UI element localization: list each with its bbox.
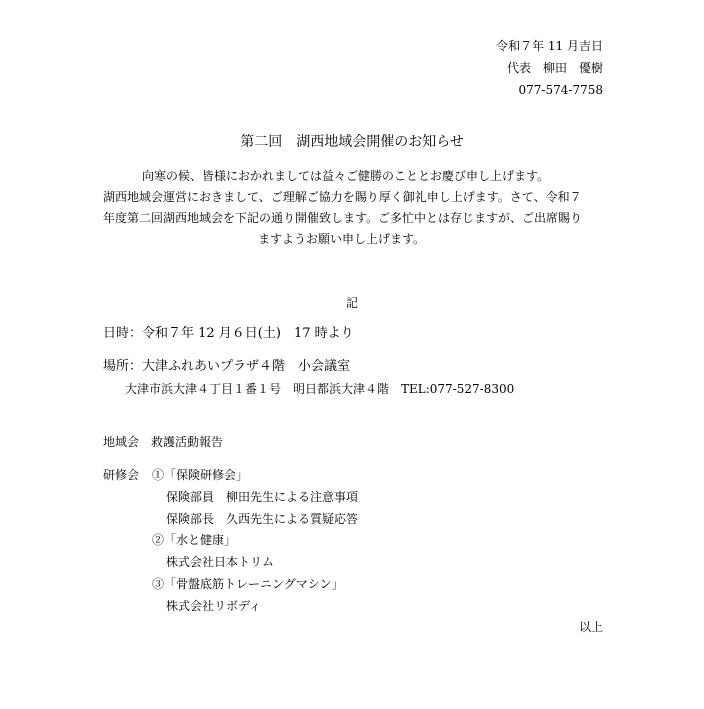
sender-name: 代表 柳田 優樹: [506, 61, 603, 75]
training-item-detail: 保険部員 柳田先生による注意事項: [166, 490, 359, 504]
training-item-title: ②「水と健康」: [152, 533, 237, 547]
event-address: 大津市浜大津４丁目１番１号 明日都浜大津４階 TEL:077-527-8300: [125, 382, 515, 396]
event-place: 場所：大津ふれあいプラザ４階 小会議室: [103, 359, 351, 374]
issue-date: 令和７年 11 月吉日: [496, 39, 603, 53]
training-item-detail: 株式会社日本トリム: [166, 555, 275, 569]
training-item-title: ①「保険研修会」: [152, 468, 249, 482]
training-item-title: ③「骨盤底筋トレーニングマシン」: [152, 577, 344, 591]
closing-mark: 以上: [578, 620, 603, 634]
training-item-detail: 株式会社リボディ: [166, 599, 262, 613]
training-label: 研修会: [103, 468, 140, 482]
greeting-line: 年度第二回湖西地域会を下記の通り開催致します。ご多忙中とは存じますが、ご出席賜り: [103, 211, 583, 225]
sender-phone: 077-574-7758: [518, 83, 603, 97]
greeting-line: 湖西地域会運営におきまして、ご理解ご協力を賜り厚く御礼申し上げます。さて、令和７: [103, 190, 582, 204]
report-item: 地域会 救護活動報告: [103, 435, 224, 449]
event-datetime: 日時：令和７年 12 月６日(土) 17 時より: [103, 326, 354, 341]
greeting-line: ますようお願い申し上げます。: [258, 232, 426, 246]
training-item-detail: 保険部長 久西先生による質疑応答: [166, 512, 359, 526]
greeting-line: 向寒の候、皆様におかれましては益々ご健勝のこととお慶び申し上げます。: [142, 169, 550, 183]
page-title: 第二回 湖西地域会開催のお知らせ: [240, 134, 464, 150]
ki-heading: 記: [345, 296, 358, 310]
